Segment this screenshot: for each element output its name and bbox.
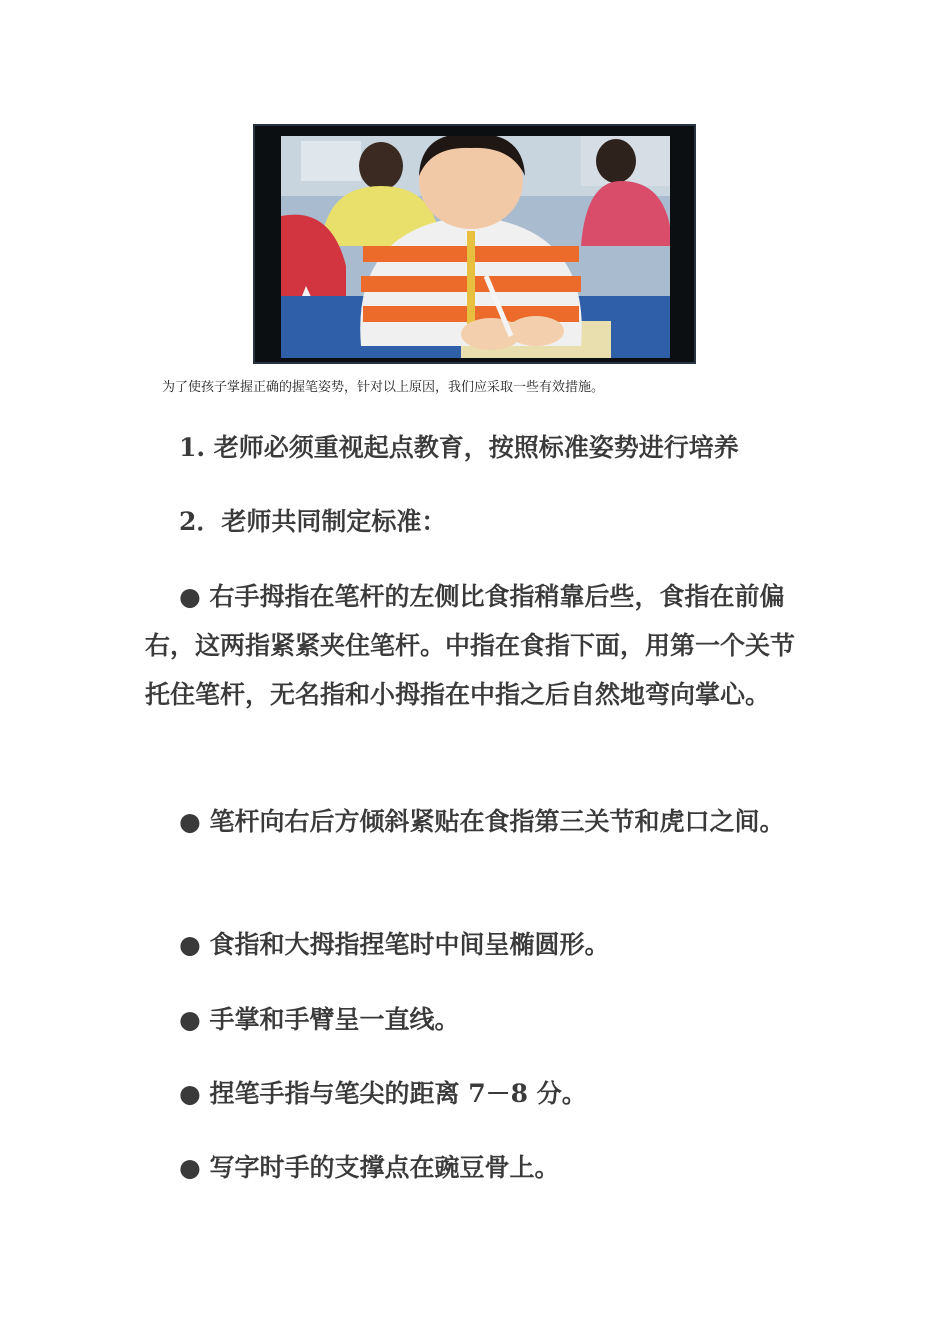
bullet-finger-oval: ● 食指和大拇指捏笔时中间呈椭圆形。 — [179, 930, 610, 959]
child-writing-illustration — [281, 136, 670, 358]
bullet-thumb-position: ● 右手拇指在笔杆的左侧比食指稍靠后些，食指在前偏右，这两指紧紧夹住笔杆。中指在食指下面，用第一个关节托住笔杆，无名指和小拇指在中指之后自然地弯向掌心。 — [145, 582, 796, 709]
bullet-finger-distance: ● 捏笔手指与笔尖的距离 7－8 分。 — [179, 1079, 587, 1108]
photo-frame — [253, 124, 696, 364]
photo-caption: 为了使孩子掌握正确的握笔姿势，针对以上原因，我们应采取一些有效措施。 — [162, 380, 605, 395]
bullet-support-point: ● 写字时手的支撑点在豌豆骨上。 — [179, 1153, 560, 1182]
bullet-pen-tilt: ● 笔杆向右后方倾斜紧贴在食指第三关节和虎口之间。 — [179, 807, 785, 836]
bullet-palm-arm-line: ● 手掌和手臂呈一直线。 — [179, 1005, 460, 1034]
item-2-common-standard: 2．老师共同制定标准： — [179, 507, 447, 536]
child-writing-photo — [281, 136, 670, 358]
item-1-start-education: 1. 老师必须重视起点教育，按照标准姿势进行培养 — [179, 433, 739, 462]
